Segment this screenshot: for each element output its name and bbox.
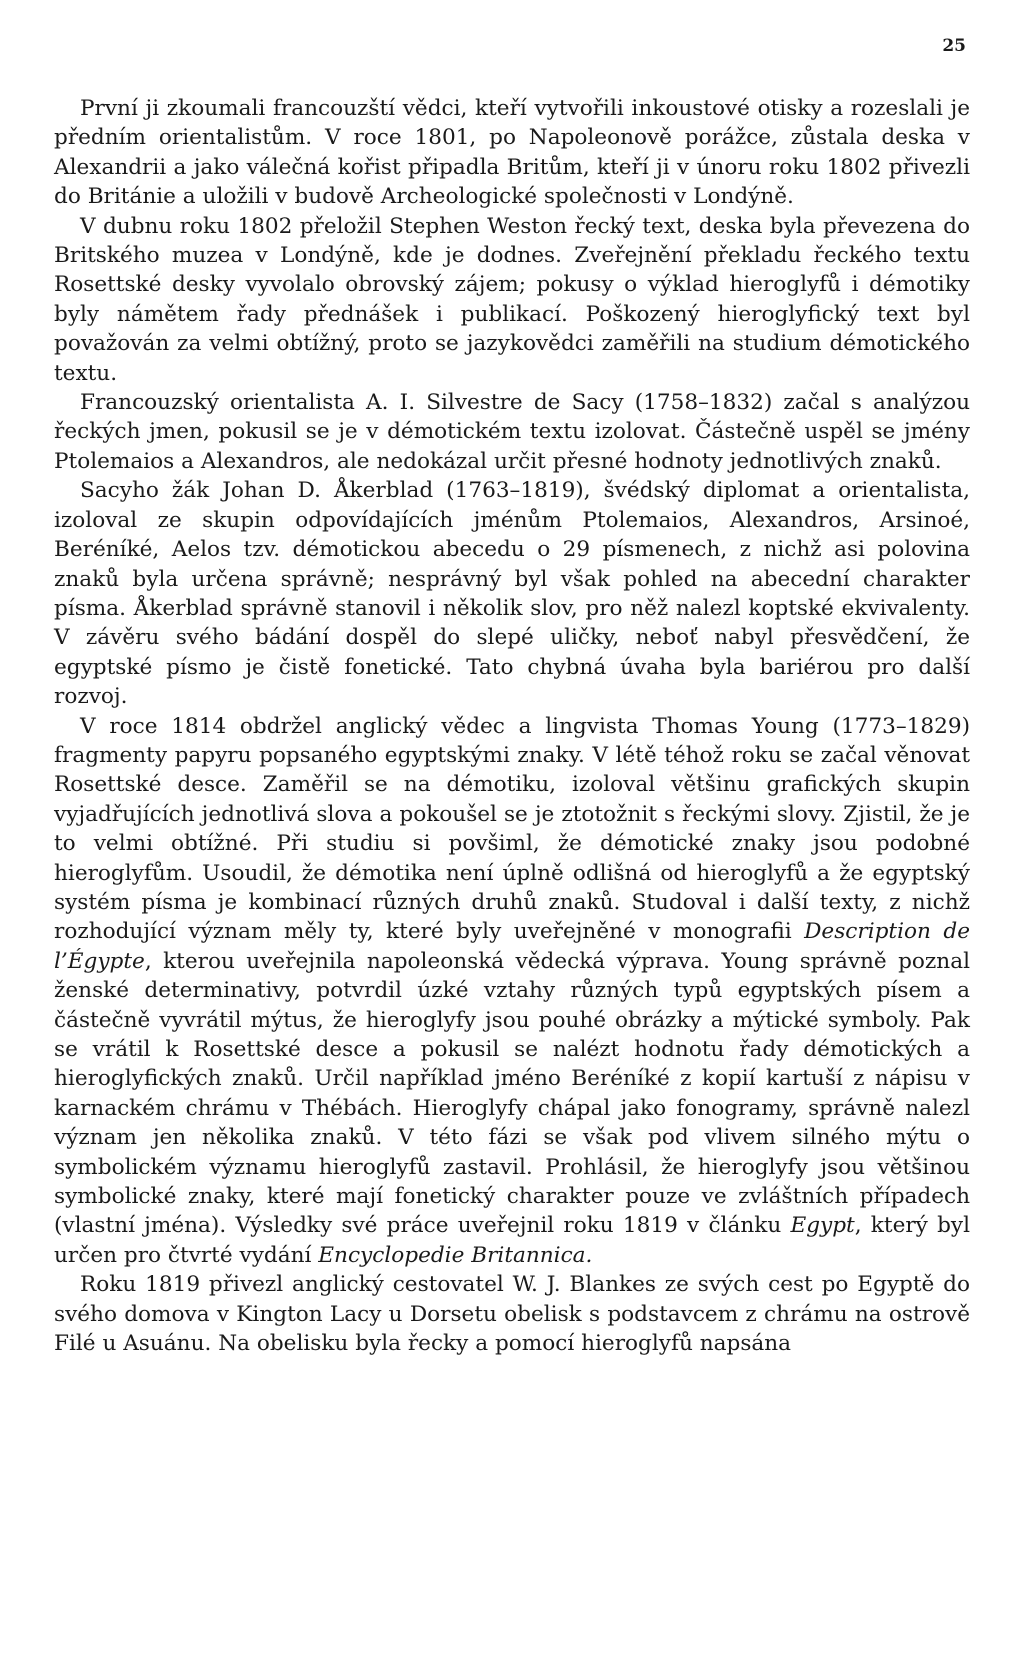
paragraph-text: V dubnu roku 1802 přeložil Stephen Weston řecký text, deska byla převezena do Britského muzea v Londýně, kde je dodnes. Zveřejnění překladu řeckého textu Rosettské desky vyvolalo obrovský zájem; pokusy o výklad hieroglyfů i démotiky byly námětem řady přednášek i publikací. Poškozený hieroglyfický text byl považován za velmi obtížný, proto se jazykovědci zaměřili na studium démotického textu. <box>54 213 970 386</box>
paragraph-text: Francouzský orientalista A. I. Silvestre de Sacy (1758–1832) začal s analýzou řeckých jmen, pokusil se je v démotickém textu izolovat. Částečně uspěl se jmény Ptolemaios a Alexandros, ale nedokázal určit přesné hodnoty jednotlivých znaků. <box>54 390 970 474</box>
italic-title-encyclopedia: Encyclopedie Britannica. <box>318 1242 593 1268</box>
paragraph-text: V roce 1814 obdržel anglický vědec a lingvista Thomas Young (1773–1829) fragmenty papyru popsaného egyptskými znaky. V létě téhož roku se začal věnovat Rosettské desce. Zaměřil se na démotiku, izoloval většinu grafických skupin vyjadřujících jednotlivá slova a pokoušel se je ztotožnit s řeckými slovy. Zjistil, že je to velmi obtížné. Při studiu si povšiml, že démotické znaky jsou podobné hieroglyfům. Usoudil, že démotika není úplně odlišná od hieroglyfů a že egyptský systém písma je kombinací různých druhů znaků. Studoval i další texty, z nichž rozhodující význam měly ty, které byly uveřejněné v monografii <box>54 713 970 945</box>
paragraph-3 <box>54 388 970 476</box>
body-text <box>54 94 970 1358</box>
paragraph-text: , kterou uveřejnila napoleonská vědecká výprava. Young správně poznal ženské determinativy, potvrdil úzké vztahy různých typů egyptských písem a částečně vyvrátil mýtus, že hieroglyfy jsou pouhé obrázky a mýtické symboly. Pak se vrátil k Rosettské desce a pokusil se nalézt hodnotu řady démotických a hieroglyfických znaků. Určil například jméno Beréníké z kopií kartuší z nápisu v karnackém chrámu v Thébách. Hieroglyfy chápal jako fonogramy, správně nalezl význam jen několika znaků. V této fázi se však pod vlivem silného mýtu o symbolickém významu hieroglyfů zastavil. Prohlásil, že hieroglyfy jsou většinou symbolické znaky, které mají fonetický charakter pouze ve zvláštních případech (vlastní jména). Výsledky své práce uveřejnil roku 1819 v článku <box>54 948 970 1239</box>
page-number: 25 <box>942 36 966 56</box>
paragraph-text: Roku 1819 přivezl anglický cestovatel W. J. Blankes ze svých cest po Egyptě do svého domova v Kington Lacy u Dorsetu obelisk s podstavcem z chrámu na ostrově Filé u Asuánu. Na obelisku byla řecky a pomocí hieroglyfů napsána <box>54 1272 970 1357</box>
italic-title-egypt: Egypt <box>790 1213 855 1239</box>
paragraph-text: , který byl určen pro čtvrté vydání <box>54 1213 970 1268</box>
paragraph-5 <box>54 712 970 1271</box>
italic-title-description: Description de l’Égypte <box>54 919 970 974</box>
paragraph-text: První ji zkoumali francouzští vědci, kteří vytvořili inkoustové otisky a rozeslali je předním orientalistům. V roce 1801, po Napoleonově porážce, zůstala deska v Alexandrii a jako válečná kořist připadla Britům, kteří ji v únoru roku 1802 přivezli do Británie a uložili v budově Archeologické společnosti v Londýně. <box>54 96 970 210</box>
paragraph-4 <box>54 476 970 711</box>
paragraph-1 <box>54 94 970 212</box>
paragraph-6 <box>54 1270 970 1358</box>
paragraph-text: Sacyho žák Johan D. Åkerblad (1763–1819), švédský diplomat a orientalista, izoloval ze skupin odpovídajících jménům Ptolemaios, Alexandros, Arsinoé, Beréníké, Aelos tzv. démotickou abecedu o 29 písmenech, z nichž asi polovina znaků byla určena správně; nesprávný byl však pohled na abecední charakter písma. Åkerblad správně stanovil i několik slov, pro něž nalezl koptské ekvivalenty. V závěru svého bádání dospěl do slepé uličky, neboť nabyl přesvědčení, že egyptské písmo je čistě fonetické. Tato chybná úvaha byla bariérou pro další rozvoj. <box>54 478 970 710</box>
paragraph-2 <box>54 212 970 388</box>
